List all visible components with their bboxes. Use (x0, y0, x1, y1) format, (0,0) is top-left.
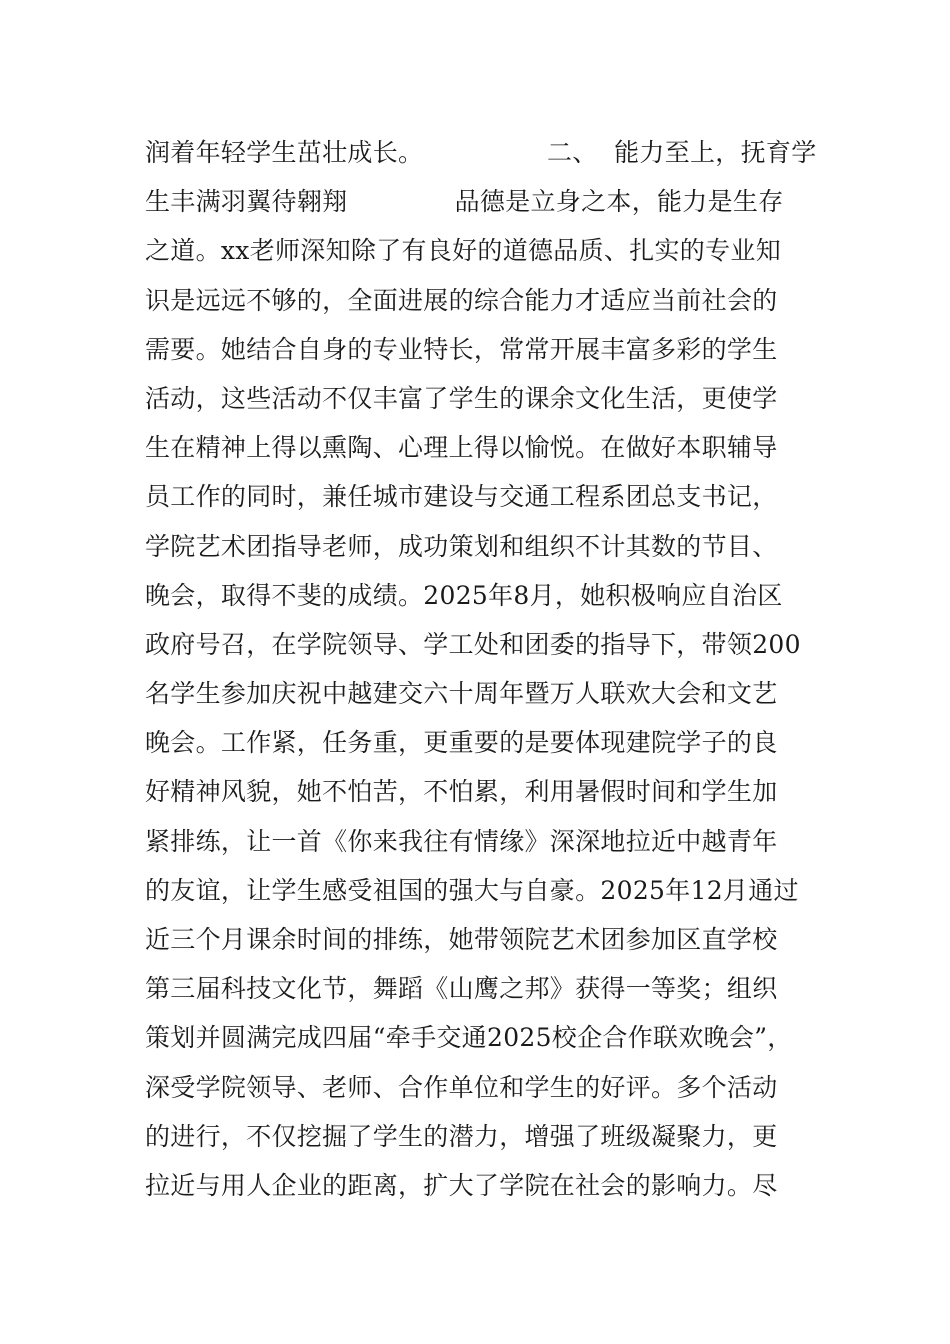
text-line: 识是远远不够的，全面进展的综合能力才适应当前社会的 (145, 285, 778, 315)
text-line: 晚会，取得不斐的成绩。2025年8月，她积极响应自治区 (145, 580, 783, 610)
text-line: 的友谊，让学生感受祖国的强大与自豪。2025年12月通过 (145, 875, 799, 905)
text-line: 策划并圆满完成四届“牵手交通2025校企合作联欢晚会”， (145, 1023, 793, 1053)
text-line: 之道。xx老师深知除了有良好的道德品质、扎实的专业知 (145, 236, 782, 266)
text-line: 近三个月课余时间的排练，她带领院艺术团参加区直学校 (145, 925, 778, 954)
text-line: 润着年轻学生茁壮成长。 二、 能力至上，抚育学 (145, 138, 817, 167)
body-text (145, 128, 815, 1210)
text-line: 拉近与用人企业的距离，扩大了学院在社会的影响力。尽 (145, 1170, 778, 1200)
text-line: 需要。她结合自身的专业特长，常常开展丰富多彩的学生 (145, 334, 778, 364)
text-line: 好精神风貌，她不怕苦，不怕累，利用暑假时间和学生加 (145, 777, 778, 807)
text-line: 活动，这些活动不仅丰富了学生的课余文化生活，更使学 (145, 383, 778, 413)
text-line: 员工作的同时，兼任城市建设与交通工程系团总支书记， (145, 482, 778, 512)
text-line: 生在精神上得以熏陶、心理上得以愉悦。在做好本职辅导 (145, 433, 778, 463)
text-line: 第三届科技文化节，舞蹈《山鹰之邦》获得一等奖；组织 (145, 974, 778, 1004)
text-line: 生丰满羽翼待翱翔 品德是立身之本，能力是生存 (145, 187, 784, 217)
text-line: 学院艺术团指导老师，成功策划和组织不计其数的节目、 (145, 531, 778, 561)
text-line: 紧排练，让一首《你来我往有情缘》深深地拉近中越青年 (145, 826, 778, 856)
text-line: 的进行，不仅挖掘了学生的潜力，增强了班级凝聚力，更 (145, 1121, 778, 1151)
text-line: 晚会。工作紧，任务重，更重要的是要体现建院学子的良 (145, 728, 778, 758)
text-line: 深受学院领导、老师、合作单位和学生的好评。多个活动 (145, 1072, 778, 1102)
text-line: 名学生参加庆祝中越建交六十周年暨万人联欢大会和文艺 (145, 679, 778, 709)
text-line: 政府号召，在学院领导、学工处和团委的指导下，带领200 (145, 629, 801, 659)
